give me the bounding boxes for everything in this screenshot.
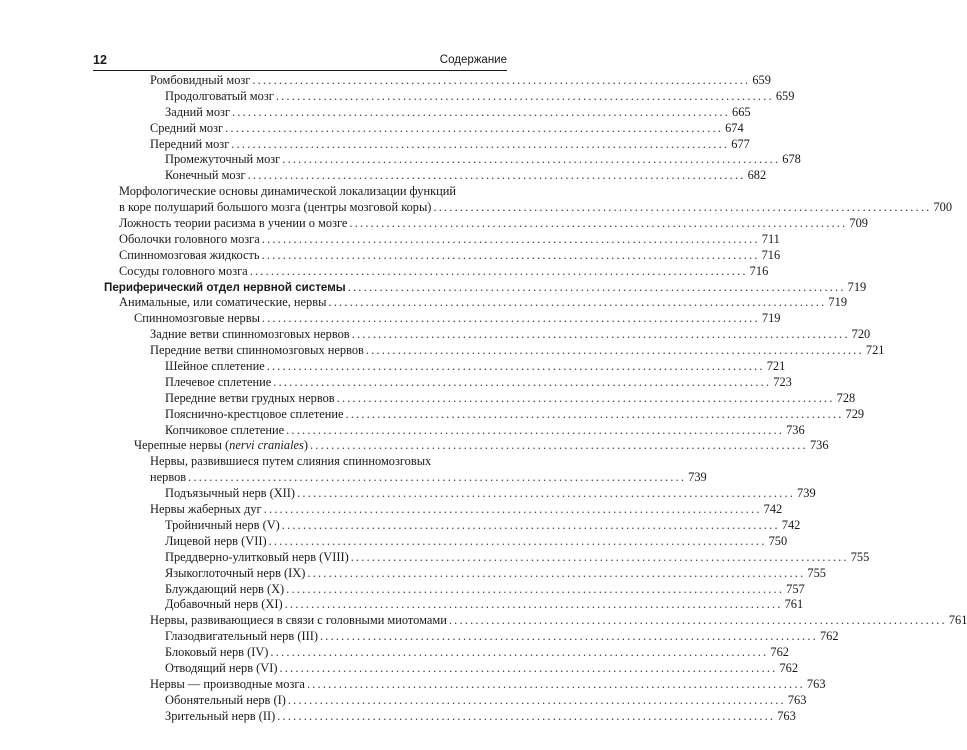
toc-entry-title: Спинномозговые нервы (134, 311, 260, 326)
toc-entry-page: 721 (865, 343, 885, 358)
toc-entry: Глазодвигательный нерв (III) .............................................................................................. 762 (165, 629, 839, 644)
toc-entry-title: Зрительный нерв (II) (165, 708, 276, 723)
toc-entry-title: Продолговатый мозг (165, 88, 274, 103)
toc-entry-page: 716 (749, 263, 769, 278)
toc-entry-page: 719 (847, 279, 867, 294)
toc-entry-page: 659 (752, 73, 771, 87)
toc-entry-title: Нервы, развивающиеся в связи с головными миотомами (150, 613, 447, 628)
toc-entry-title: Черепные нервы (nervi craniales) (134, 438, 308, 453)
toc-entry-page: 761 (948, 613, 967, 628)
toc-entry-title: Языкоглоточный нерв (IX) (165, 565, 306, 580)
toc-entry: Задние ветви спинномозговых нервов .............................................................................................. 720 (150, 327, 871, 342)
toc-entry-page: 750 (768, 533, 788, 548)
toc-entry: Отводящий нерв (VI) .............................................................................................. 762 (165, 660, 799, 675)
running-header-title: Содержание (439, 54, 507, 66)
toc-entry-page: 762 (779, 660, 799, 675)
toc-entry-title: Средний мозг (150, 120, 224, 135)
toc-entry: Лицевой нерв (VII) .............................................................................................. 750 (165, 533, 788, 548)
toc-entry-page: 755 (850, 549, 870, 564)
toc-entry-first-line: Нервы, развившиеся путем слияния спинномозговых (150, 454, 432, 469)
toc-entry-title: Тройничный нерв (V) (165, 517, 280, 532)
toc-entry-page: 728 (836, 390, 856, 405)
toc-entry: Нервы — производные мозга .............................................................................................. 763 (150, 676, 826, 691)
toc-entry-page: 762 (770, 645, 789, 660)
toc-entry-title: Промежуточный мозг (165, 152, 281, 167)
toc-entry-page: 719 (761, 311, 781, 326)
toc-entry-title: Ромбовидный мозг (150, 73, 251, 87)
toc-entry: Промежуточный мозг .............................................................................................. 678 (165, 152, 801, 167)
toc-entry-page: 719 (828, 295, 848, 310)
toc-entry: Подъязычный нерв (XII) .............................................................................................. 739 (165, 486, 816, 501)
toc-entry: Спинномозговая жидкость .............................................................................................. 716 (119, 247, 781, 262)
toc-entry-title: Периферический отдел нервной системы (104, 280, 346, 294)
toc-entry-title: Лицевой нерв (VII) (165, 533, 267, 548)
toc-entry: Конечный мозг .............................................................................................. 682 (165, 168, 767, 183)
toc-entry: нервов .............................................................................................. 739 (150, 470, 707, 485)
toc-entry-page: 736 (809, 438, 829, 453)
toc-entry-page: 665 (732, 104, 751, 119)
toc-entry: Ромбовидный мозг .............................................................................................. 659 (150, 73, 771, 87)
toc-entry: Передние ветви спинномозговых нервов .............................................................................................. 721 (150, 343, 885, 358)
toc-entry: Оболочки головного мозга .............................................................................................. 711 (119, 231, 780, 246)
toc-entry: Анимальные, или соматические, нервы .............................................................................................. 719 (119, 295, 848, 310)
toc-entry-title: Копчиковое сплетение (165, 422, 285, 437)
toc-entry-title: Ложность теории расизма в учении о мозге (119, 216, 348, 231)
toc-entry-page: 720 (851, 327, 871, 342)
toc-entry-title: Задние ветви спинномозговых нервов (150, 327, 350, 342)
toc-entry-title: Конечный мозг (165, 168, 246, 183)
toc-entry-page: 763 (806, 676, 826, 691)
toc-entry-title: Пояснично-крестцовое сплетение (165, 406, 344, 421)
toc-entry: Нервы жаберных дуг .............................................................................................. 742 (150, 502, 783, 517)
toc-entry-title: Передний мозг (150, 136, 230, 151)
toc-entry: Нервы, развивающиеся в связи с головными миотомами .............................................................................................. 761 (150, 613, 967, 628)
toc-entry: Передний мозг .............................................................................................. 677 (150, 136, 750, 151)
toc-entry-title: Отводящий нерв (VI) (165, 660, 278, 675)
toc-entry-page: 761 (784, 597, 804, 612)
toc-entry-title: Подъязычный нерв (XII) (165, 486, 296, 501)
toc-entry-title: Обонятельный нерв (I) (165, 692, 286, 707)
toc-entry-title: Нервы — производные мозга (150, 676, 305, 691)
toc-entry-page: 763 (777, 708, 796, 723)
toc-section-heading: Периферический отдел нервной системы .............................................................................................. 719 (104, 279, 867, 294)
toc-entry-title: Анимальные, или соматические, нервы (119, 295, 327, 310)
toc-entry: Добавочный нерв (XI) .............................................................................................. 761 (165, 597, 804, 612)
toc-entry-title: в коре полушарий большого мозга (центры мозговой коры) (119, 200, 432, 215)
toc-entry: Задний мозг .............................................................................................. 665 (165, 104, 751, 119)
toc-entry-title: Преддверно-улитковый нерв (VIII) (165, 549, 349, 564)
toc-entry-page: 742 (781, 517, 801, 532)
toc-entry-page: 700 (933, 200, 953, 215)
toc-entry-title: Задний мозг (165, 104, 231, 119)
toc-entry: Плечевое сплетение .............................................................................................. 723 (165, 374, 792, 389)
toc-entry: Тройничный нерв (V) .............................................................................................. 742 (165, 517, 801, 532)
toc-entry-page: 709 (849, 216, 868, 231)
toc-entry-title: Передние ветви спинномозговых нервов (150, 343, 364, 358)
toc-entry-page: 739 (688, 470, 707, 485)
toc-entry-first-line: Морфологические основы динамической локализации функций (119, 184, 457, 199)
toc-entry-page: 755 (807, 565, 826, 580)
toc-entry-page: 763 (787, 692, 807, 707)
toc-entry: Зрительный нерв (II) .............................................................................................. 763 (165, 708, 796, 723)
toc-entry-page: 674 (725, 120, 744, 135)
toc-entry-page: 742 (763, 502, 783, 517)
toc-entry-title: Блоковый нерв (IV) (165, 645, 269, 660)
toc-entry: Черепные нервы (nervi craniales) .............................................................................................. 736 (134, 438, 829, 453)
toc-entry-title: Оболочки головного мозга (119, 231, 260, 246)
toc-entry-page: 716 (761, 247, 781, 262)
toc-entry: в коре полушарий большого мозга (центры мозговой коры) .............................................................................................. 700 (119, 200, 953, 215)
toc-entry: Обонятельный нерв (I) .............................................................................................. 763 (165, 692, 807, 707)
toc-entry: Пояснично-крестцовое сплетение .............................................................................................. 729 (165, 406, 865, 421)
toc-entry: Ложность теории расизма в учении о мозге .............................................................................................. 709 (119, 216, 868, 231)
toc-entry-page: 678 (782, 152, 801, 167)
toc-entry-page: 736 (786, 422, 805, 437)
toc-entry: Сосуды головного мозга .............................................................................................. 716 (119, 263, 769, 278)
toc-entry-page: 723 (773, 374, 792, 389)
toc-entry-title: Спинномозговая жидкость (119, 247, 260, 262)
toc-entry: Продолговатый мозг .............................................................................................. 659 (165, 88, 795, 103)
toc-entry: Передние ветви грудных нервов .............................................................................................. 728 (165, 390, 856, 405)
toc-entry-page: 677 (731, 136, 750, 151)
toc-entry-page: 682 (747, 168, 767, 183)
page-number: 12 (93, 53, 107, 67)
toc-entry: Средний мозг .............................................................................................. 674 (150, 120, 744, 135)
toc-entry: Блуждающий нерв (X) .............................................................................................. 757 (165, 581, 805, 596)
toc-entry-page: 757 (786, 581, 805, 596)
toc-entry: Копчиковое сплетение .............................................................................................. 736 (165, 422, 805, 437)
toc-entry-title: Добавочный нерв (XI) (165, 597, 283, 612)
toc-entry-page: 729 (845, 406, 865, 421)
toc-entry-page: 739 (797, 486, 816, 501)
toc-entry: Преддверно-улитковый нерв (VIII) .............................................................................................. 755 (165, 549, 870, 564)
toc-entry-page: 721 (766, 359, 786, 374)
toc-entry: Шейное сплетение .............................................................................................. 721 (165, 359, 786, 374)
toc-entry-page: 659 (775, 88, 795, 103)
toc-entry-title: Плечевое сплетение (165, 374, 272, 389)
toc-entry-page: 762 (819, 629, 839, 644)
latin-term: nervi craniales (229, 438, 304, 453)
header-rule (93, 70, 507, 71)
toc-entry-title: Блуждающий нерв (X) (165, 581, 285, 596)
toc-entry-title: Нервы жаберных дуг (150, 502, 262, 517)
toc-entry: Языкоглоточный нерв (IX) .............................................................................................. 755 (165, 565, 826, 580)
toc-entry-title: Глазодвигательный нерв (III) (165, 629, 318, 644)
toc-entry-page: 711 (761, 231, 780, 246)
table-of-contents (93, 73, 967, 725)
toc-entry-title: нервов (150, 470, 187, 485)
toc-entry-title: Передние ветви грудных нервов (165, 390, 335, 405)
toc-entry: Спинномозговые нервы .............................................................................................. 719 (134, 311, 781, 326)
toc-entry: Блоковый нерв (IV) .............................................................................................. 762 (165, 645, 789, 660)
toc-entry-title: Сосуды головного мозга (119, 263, 248, 278)
toc-entry-title: Шейное сплетение (165, 359, 265, 374)
